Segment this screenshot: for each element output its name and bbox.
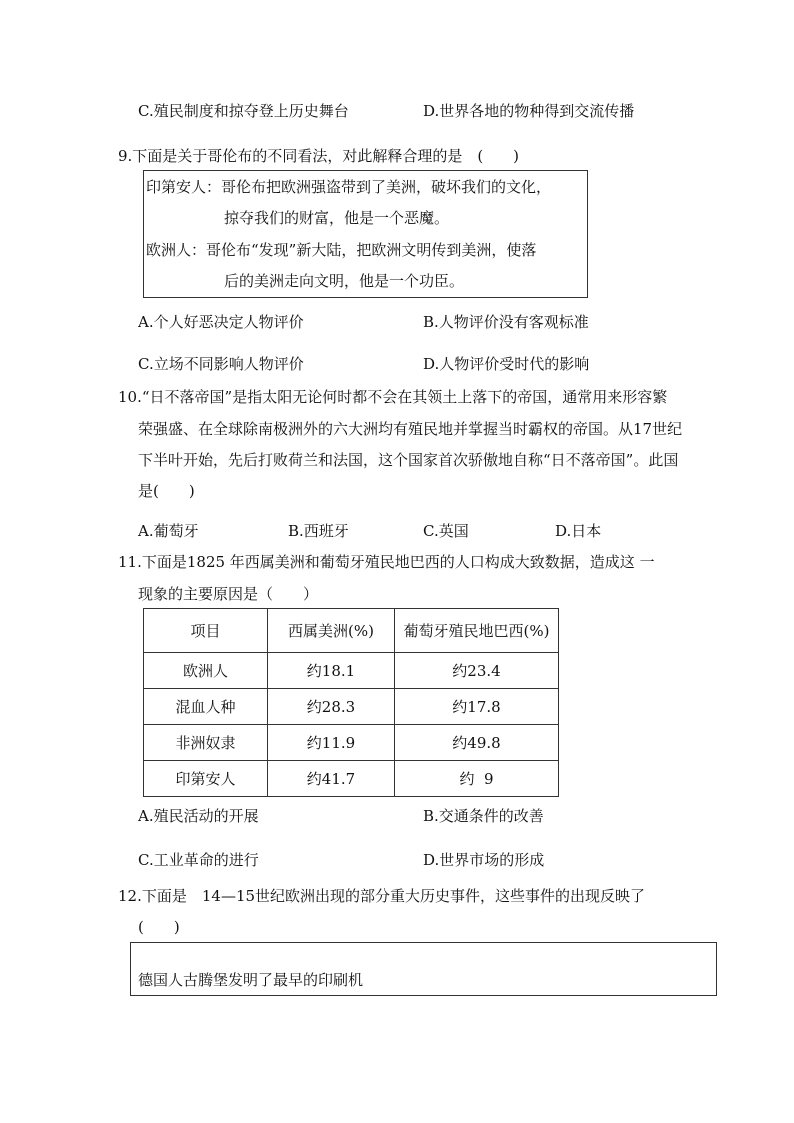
table-cell: 约18.1 [268, 653, 395, 689]
q9-option-b: B.人物评价没有客观标准 [423, 313, 589, 331]
q10-stem-line-1: 10.“日不落帝国”是指太阳无论何时都不会在其领土上落下的帝国，通常用来形容繁 [118, 388, 668, 406]
table-header-cell: 葡萄牙殖民地巴西(%) [395, 609, 559, 653]
q8-option-d: D.世界各地的物种得到交流传播 [423, 102, 635, 120]
q10-stem-line-4: 是( ) [138, 482, 195, 500]
table-cell: 约 9 [395, 761, 559, 797]
table-cell: 约49.8 [395, 725, 559, 761]
table-cell: 欧洲人 [144, 653, 268, 689]
q9-quote-line-2: 掠夺我们的财富，他是一个恶魔。 [224, 209, 450, 227]
table-cell: 约41.7 [268, 761, 395, 797]
q10-stem-line-3: 下半叶开始，先后打败荷兰和法国，这个国家首次骄傲地自称“日不落帝国”。此国 [138, 451, 679, 469]
q11-option-d: D.世界市场的形成 [423, 851, 545, 869]
q11-stem-line-1: 11.下面是1825 年西属美洲和葡萄牙殖民地巴西的人口构成大致数据，造成这 一 [118, 553, 655, 571]
table-row [144, 653, 559, 689]
table-row [144, 725, 559, 761]
q9-option-c: C.立场不同影响人物评价 [138, 355, 304, 373]
table-header-row [144, 609, 559, 653]
q11-population-table [143, 608, 559, 797]
q12-stem-line-2: ( ) [138, 918, 180, 936]
table-header-cell: 项目 [144, 609, 268, 653]
q10-stem-line-2: 荣强盛、在全球除南极洲外的六大洲均有殖民地并掌握当时霸权的帝国。从17世纪 [138, 420, 683, 438]
table-cell: 印第安人 [144, 761, 268, 797]
table-row [144, 689, 559, 725]
q9-quote-line-4: 后的美洲走向文明，他是一个功臣。 [224, 272, 465, 290]
q11-option-a: A.殖民活动的开展 [138, 807, 259, 825]
table-cell: 约23.4 [395, 653, 559, 689]
q11-option-b: B.交通条件的改善 [423, 807, 544, 825]
q9-option-d: D.人物评价受时代的影响 [423, 355, 590, 373]
table-cell: 约11.9 [268, 725, 395, 761]
table-cell: 约17.8 [395, 689, 559, 725]
q10-option-b: B.西班牙 [288, 522, 349, 540]
q10-option-d: D.日本 [555, 522, 602, 540]
q9-quote-box [143, 170, 588, 298]
q9-stem: 9.下面是关于哥伦布的不同看法，对此解释合理的是 ( ) [118, 147, 520, 165]
q8-option-c: C.殖民制度和掠夺登上历史舞台 [138, 102, 349, 120]
q10-option-c: C.英国 [423, 522, 469, 540]
table-cell: 约28.3 [268, 689, 395, 725]
q12-event-box [130, 942, 717, 996]
q11-option-c: C.工业革命的进行 [138, 851, 259, 869]
table-cell: 非洲奴隶 [144, 725, 268, 761]
q11-stem-line-2: 现象的主要原因是（ ） [138, 585, 319, 603]
table-row [144, 761, 559, 797]
table-cell: 混血人种 [144, 689, 268, 725]
q9-quote-line-1: 印第安人：哥伦布把欧洲强盗带到了美洲，破坏我们的文化， [146, 178, 552, 196]
q12-stem-line-1: 12.下面是 14—15世纪欧洲出现的部分重大历史事件，这些事件的出现反映了 [118, 887, 646, 905]
q10-option-a: A.葡萄牙 [138, 522, 199, 540]
q12-event-text: 德国人古腾堡发明了最早的印刷机 [138, 971, 364, 989]
q9-quote-line-3: 欧洲人：哥伦布“发现”新大陆，把欧洲文明传到美洲，使落 [146, 241, 537, 259]
q9-option-a: A.个人好恶决定人物评价 [138, 313, 304, 331]
table-header-cell: 西属美洲(%) [268, 609, 395, 653]
